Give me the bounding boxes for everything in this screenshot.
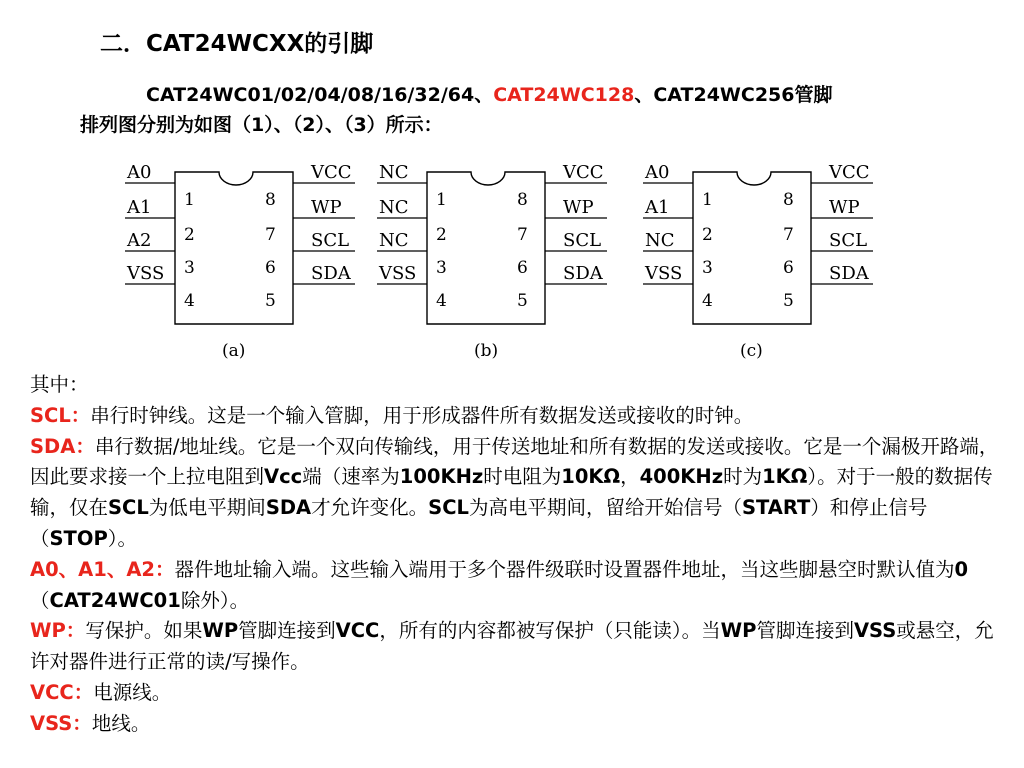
sda-bold-4: 400KHz	[639, 465, 724, 489]
addr-bold-2: CAT24WC01	[49, 588, 181, 612]
pin-label-left: VSS	[645, 263, 683, 284]
pin-number-right: 8	[517, 190, 528, 210]
pin-number-right: 7	[783, 225, 794, 245]
vcc-term: VCC：	[30, 680, 94, 704]
wp-bold-1: WP	[202, 619, 239, 643]
sda-term: SDA：	[30, 434, 95, 458]
addr-text-2: （	[30, 588, 50, 612]
pin-number-left: 1	[184, 190, 195, 210]
pin-number-left: 4	[702, 291, 713, 311]
vss-text: 地线。	[91, 711, 151, 735]
pin-number-left: 1	[702, 190, 713, 210]
desc-scl	[30, 401, 1000, 432]
wp-text-2: 管脚连接到	[238, 619, 336, 643]
pin-label-left: A2	[127, 230, 152, 251]
desc-vcc	[30, 678, 1000, 709]
pin-number-left: 3	[702, 258, 713, 278]
intro-paragraph	[80, 80, 960, 140]
pin-number-right: 7	[265, 225, 276, 245]
diagram-caption: (b)	[474, 341, 499, 361]
sda-bold-7: SDA	[265, 496, 312, 520]
vss-term: VSS：	[30, 711, 92, 735]
vcc-text: 电源线。	[93, 680, 172, 704]
pin-number-right: 6	[517, 258, 528, 278]
addr-text-3: 除外）。	[180, 588, 250, 612]
pin-label-left: NC	[379, 230, 409, 251]
sda-bold-6: SCL	[108, 496, 149, 520]
pin-label-right: SDA	[829, 263, 869, 284]
pin-number-left: 3	[184, 258, 195, 278]
addr-text-1: 器件地址输入端。这些输入端用于多个器件级联时设置器件地址，当这些脚悬空时默认值为	[174, 557, 955, 581]
wp-bold-4: VSS	[853, 619, 897, 643]
pin-label-left: NC	[379, 197, 409, 218]
intro-part-3: 、CAT24WC256管脚	[634, 84, 833, 106]
desc-vss	[30, 709, 1000, 740]
intro-part-2-highlight: CAT24WC128	[493, 84, 635, 106]
chip-diagram-c	[643, 162, 873, 361]
sda-text-3: 时电阻为	[483, 465, 562, 489]
sda-bold-9: START	[741, 496, 811, 520]
desc-lead: 其中：	[30, 373, 89, 396]
sda-text-6: ）。对于一般的数据传输，仅在	[30, 465, 993, 520]
wp-text-3: ，所有的内容都被写保护（只能读）。当	[379, 619, 721, 643]
sda-bold-1: Vcc	[264, 465, 303, 489]
pin-label-left: VSS	[127, 263, 165, 284]
sda-text-2: 端（速率为	[302, 465, 400, 489]
pin-label-right: VCC	[563, 162, 604, 183]
pin-number-left: 2	[184, 225, 195, 245]
scl-term: SCL：	[30, 403, 91, 427]
pin-number-left: 1	[436, 190, 447, 210]
pinout-diagrams-svg	[0, 150, 1024, 370]
sda-text-1: 串行数据/地址线。它是一个双向传输线，用于传送地址和所有数据的发送或接收。它是一个漏极开路端，因此要求接一个上拉电阻到	[30, 434, 999, 489]
pin-label-left: A0	[127, 162, 152, 183]
pin-label-right: WP	[311, 197, 342, 218]
sda-text-4: ，	[620, 465, 640, 489]
pin-label-left: VSS	[379, 263, 417, 284]
pin-descriptions	[30, 370, 1000, 740]
pin-number-left: 3	[436, 258, 447, 278]
pin-number-right: 6	[265, 258, 276, 278]
desc-wp	[30, 616, 1000, 678]
pin-number-left: 2	[702, 225, 713, 245]
scl-text: 串行时钟线。这是一个输入管脚，用于形成器件所有数据发送或接收的时钟。	[90, 403, 754, 427]
sda-text-8: 才允许变化。	[311, 496, 429, 520]
wp-text-5: 或悬空，允许对器件进行正常的读/写操作。	[30, 619, 994, 674]
page-title: 二．CAT24WCXX的引脚	[100, 31, 374, 57]
sda-text-9: 为高电平期间，留给开始信号（	[468, 496, 742, 520]
addr-bold-1: 0	[954, 557, 969, 581]
chip-diagram-a	[125, 162, 355, 361]
sda-text-10: ）和停止信号（	[30, 496, 928, 550]
diagram-caption: (c)	[740, 341, 763, 361]
pin-label-right: SCL	[829, 230, 868, 251]
sda-bold-8: SCL	[428, 496, 469, 520]
diagram-caption: (a)	[222, 341, 246, 361]
sda-text-5: 时为	[723, 465, 763, 489]
pin-label-left: A0	[645, 162, 670, 183]
wp-text-1: 写保护。如果	[85, 619, 203, 643]
pin-number-left: 2	[436, 225, 447, 245]
wp-text-4: 管脚连接到	[756, 619, 854, 643]
pin-label-left: A1	[127, 197, 152, 218]
pin-number-right: 6	[783, 258, 794, 278]
pin-number-left: 4	[184, 291, 195, 311]
pin-label-left: NC	[645, 230, 675, 251]
pin-number-right: 8	[265, 190, 276, 210]
sda-text-7: 为低电平期间	[148, 496, 266, 520]
pin-label-right: SCL	[563, 230, 602, 251]
desc-address-pins	[30, 555, 1000, 617]
pinout-diagrams	[0, 150, 1024, 370]
sda-text-11: ）。	[107, 526, 137, 550]
desc-sda	[30, 432, 1000, 555]
pin-number-right: 8	[783, 190, 794, 210]
pin-number-right: 5	[517, 291, 528, 311]
pin-label-right: VCC	[311, 162, 352, 183]
intro-part-1: CAT24WC01/02/04/08/16/32/64、	[146, 84, 494, 106]
address-term: A0、A1、A2：	[30, 557, 175, 581]
pin-number-right: 5	[783, 291, 794, 311]
chip-diagram-b	[377, 162, 607, 361]
sda-bold-10: STOP	[49, 526, 108, 550]
pin-number-right: 5	[265, 291, 276, 311]
pin-label-right: WP	[563, 197, 594, 218]
pin-number-right: 7	[517, 225, 528, 245]
intro-line-2: 排列图分别为如图（1）、（2）、（3）所示：	[80, 114, 443, 136]
pin-label-left: A1	[645, 197, 670, 218]
pin-label-right: SDA	[563, 263, 603, 284]
sda-bold-2: 100KHz	[399, 465, 484, 489]
pin-label-right: VCC	[829, 162, 870, 183]
pin-label-right: WP	[829, 197, 860, 218]
pin-number-left: 4	[436, 291, 447, 311]
wp-bold-2: VCC	[335, 619, 380, 643]
sda-bold-3: 10KΩ	[561, 465, 621, 489]
sda-bold-5: 1KΩ	[762, 465, 808, 489]
pin-label-left: NC	[379, 162, 409, 183]
wp-bold-3: WP	[720, 619, 757, 643]
pin-label-right: SCL	[311, 230, 350, 251]
wp-term: WP：	[30, 619, 86, 643]
intro-line-1	[80, 80, 960, 110]
pin-label-right: SDA	[311, 263, 351, 284]
